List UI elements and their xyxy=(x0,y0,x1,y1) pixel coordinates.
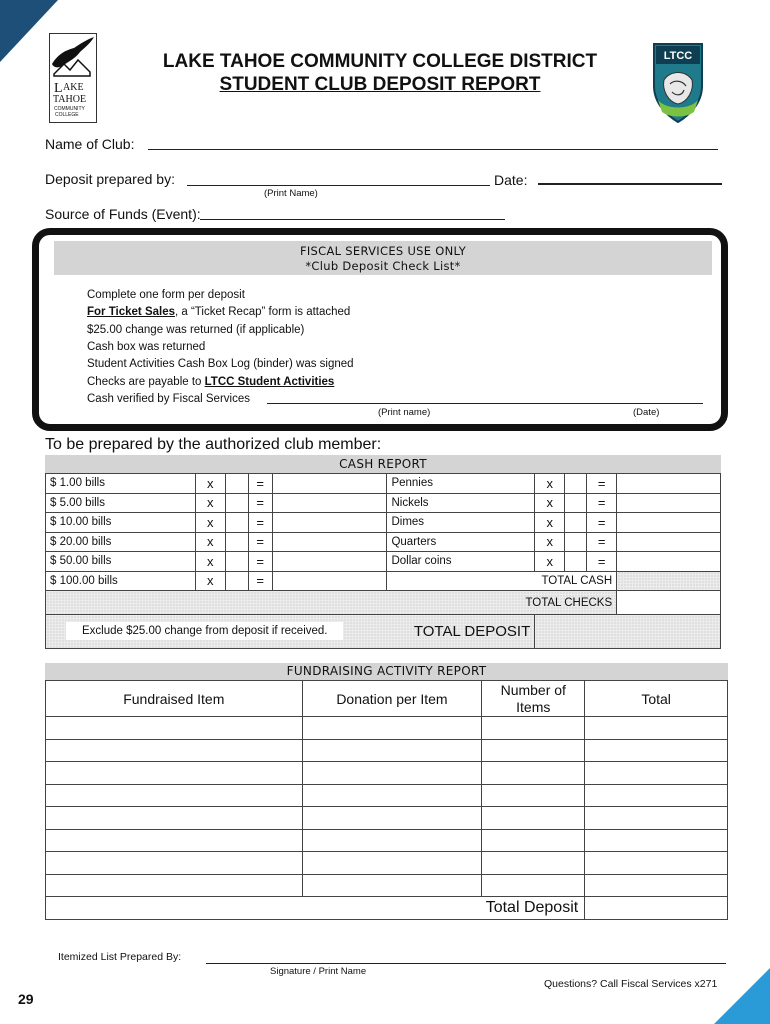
total-cell[interactable] xyxy=(585,807,728,830)
multiply-sign: x xyxy=(535,552,565,572)
table-row xyxy=(46,807,728,830)
item-cell[interactable] xyxy=(46,717,303,740)
checklist-item: Student Activities Cash Box Log (binder) was signed xyxy=(87,358,354,370)
col-total: Total xyxy=(585,681,728,717)
bill-label: $ 10.00 bills xyxy=(46,513,196,533)
bill-label: $ 100.00 bills xyxy=(46,571,196,591)
cash-row xyxy=(46,571,721,591)
svg-text:LTCC: LTCC xyxy=(663,50,693,62)
bill-count-cell[interactable] xyxy=(225,493,248,513)
itemized-signature-field[interactable] xyxy=(206,963,726,964)
date-field[interactable] xyxy=(538,183,722,185)
coin-label: Dollar coins xyxy=(387,552,535,572)
coin-label: Dimes xyxy=(387,513,535,533)
multiply-sign: x xyxy=(195,493,225,513)
bill-count-cell[interactable] xyxy=(225,552,248,572)
donation-cell[interactable] xyxy=(302,739,482,762)
name-of-club-field[interactable] xyxy=(148,149,718,150)
checklist-item-bold: LTCC Student Activities xyxy=(204,376,335,388)
table-row xyxy=(46,739,728,762)
multiply-sign: x xyxy=(535,532,565,552)
item-cell[interactable] xyxy=(46,739,303,762)
itemized-list-label: Itemized List Prepared By: xyxy=(58,951,182,963)
multiply-sign: x xyxy=(195,513,225,533)
equals-sign: = xyxy=(587,552,617,572)
source-of-funds-field[interactable] xyxy=(200,219,505,220)
fundraising-table xyxy=(45,680,728,920)
donation-cell[interactable] xyxy=(302,852,482,875)
total-checks-label: TOTAL CHECKS xyxy=(46,591,617,615)
bill-label: $ 1.00 bills xyxy=(46,474,196,494)
equals-sign: = xyxy=(587,474,617,494)
col-number-line-2: Items xyxy=(516,698,551,715)
date-label: Date: xyxy=(494,172,528,188)
donation-cell[interactable] xyxy=(302,717,482,740)
fundraising-total-deposit-label: Total Deposit xyxy=(46,897,585,920)
total-cell[interactable] xyxy=(585,717,728,740)
signature-caption: Signature / Print Name xyxy=(270,966,367,977)
total-cell[interactable] xyxy=(585,874,728,897)
multiply-sign: x xyxy=(195,552,225,572)
svg-text:AKE: AKE xyxy=(63,82,84,93)
bill-count-cell[interactable] xyxy=(225,571,248,591)
donation-cell[interactable] xyxy=(302,762,482,785)
equals-sign: = xyxy=(248,571,272,591)
multiply-sign: x xyxy=(195,532,225,552)
multiply-sign: x xyxy=(195,571,225,591)
donation-cell[interactable] xyxy=(302,829,482,852)
svg-text:TAHOE: TAHOE xyxy=(53,94,87,105)
bill-amount-cell[interactable] xyxy=(272,532,387,552)
corner-decoration-bottom-right xyxy=(714,968,770,1024)
item-cell[interactable] xyxy=(46,852,303,875)
total-deposit-label: TOTAL DEPOSIT xyxy=(413,623,531,640)
checklist-item-bold: For Ticket Sales xyxy=(87,306,175,318)
print-name-caption: (Print name) xyxy=(378,407,431,418)
bill-label: $ 50.00 bills xyxy=(46,552,196,572)
coin-count-cell[interactable] xyxy=(565,493,587,513)
coin-count-cell[interactable] xyxy=(565,513,587,533)
date-caption: (Date) xyxy=(633,407,660,418)
cash-row xyxy=(46,474,721,494)
svg-text:COLLEGE: COLLEGE xyxy=(55,112,79,118)
deposit-prepared-by-field[interactable] xyxy=(187,185,490,186)
col-donation-per-item: Donation per Item xyxy=(302,681,482,717)
number-cell[interactable] xyxy=(482,852,585,875)
fundraising-header-row xyxy=(46,681,728,717)
cash-row xyxy=(46,493,721,513)
bill-amount-cell[interactable] xyxy=(272,474,387,494)
multiply-sign: x xyxy=(535,513,565,533)
donation-cell[interactable] xyxy=(302,874,482,897)
table-row xyxy=(46,762,728,785)
table-row xyxy=(46,829,728,852)
table-row xyxy=(46,784,728,807)
equals-sign: = xyxy=(248,532,272,552)
item-cell[interactable] xyxy=(46,784,303,807)
cash-row xyxy=(46,513,721,533)
number-cell[interactable] xyxy=(482,762,585,785)
coin-amount-cell[interactable] xyxy=(617,532,721,552)
title-line-1: LAKE TAHOE COMMUNITY COLLEGE DISTRICT xyxy=(162,51,598,72)
checklist-item: Complete one form per deposit xyxy=(87,289,245,301)
number-cell[interactable] xyxy=(482,829,585,852)
col-number-of-items xyxy=(482,681,585,717)
total-cash-label: TOTAL CASH xyxy=(387,571,617,591)
fiscal-heading-line-2: *Club Deposit Check List* xyxy=(305,259,461,273)
questions-note: Questions? Call Fiscal Services x271 xyxy=(544,978,718,990)
checklist-item-text: , a “Ticket Recap” form is attached xyxy=(175,306,351,318)
eagle-mountain-icon xyxy=(50,34,96,122)
bill-amount-cell[interactable] xyxy=(272,552,387,572)
total-checks-row xyxy=(46,591,721,615)
total-cell[interactable] xyxy=(585,784,728,807)
table-row xyxy=(46,852,728,875)
coin-amount-cell[interactable] xyxy=(617,493,721,513)
club-member-section-title: To be prepared by the authorized club member: xyxy=(45,436,382,453)
equals-sign: = xyxy=(248,513,272,533)
fundraising-heading: FUNDRAISING ACTIVITY REPORT xyxy=(45,663,728,680)
svg-text:COMMUNITY: COMMUNITY xyxy=(54,106,85,112)
total-cash-cell[interactable] xyxy=(617,571,721,591)
total-deposit-row xyxy=(46,615,721,649)
coin-label: Pennies xyxy=(387,474,535,494)
equals-sign: = xyxy=(248,474,272,494)
checklist-item xyxy=(87,376,334,388)
cash-report-table xyxy=(45,473,721,649)
number-cell[interactable] xyxy=(482,717,585,740)
checklist-item: Cash box was returned xyxy=(87,341,206,353)
total-cell[interactable] xyxy=(585,829,728,852)
bill-amount-cell[interactable] xyxy=(272,513,387,533)
item-cell[interactable] xyxy=(46,807,303,830)
coin-amount-cell[interactable] xyxy=(617,474,721,494)
total-deposit-cell[interactable] xyxy=(535,615,721,649)
cash-row xyxy=(46,552,721,572)
equals-sign: = xyxy=(248,552,272,572)
donation-cell[interactable] xyxy=(302,807,482,830)
bill-amount-cell[interactable] xyxy=(272,493,387,513)
coin-label: Nickels xyxy=(387,493,535,513)
equals-sign: = xyxy=(587,493,617,513)
page-number: 29 xyxy=(18,991,34,1007)
item-cell[interactable] xyxy=(46,874,303,897)
ltcc-shield-badge xyxy=(650,40,706,124)
number-cell[interactable] xyxy=(482,874,585,897)
fiscal-services-heading xyxy=(54,241,712,275)
cash-row xyxy=(46,532,721,552)
svg-text:L: L xyxy=(54,81,63,96)
title-line-2: STUDENT CLUB DEPOSIT REPORT xyxy=(219,74,541,95)
total-cell[interactable] xyxy=(585,762,728,785)
total-checks-cell[interactable] xyxy=(617,591,721,615)
bill-label: $ 5.00 bills xyxy=(46,493,196,513)
number-cell[interactable] xyxy=(482,807,585,830)
col-number-line-1: Number of xyxy=(500,681,566,698)
coin-amount-cell[interactable] xyxy=(617,513,721,533)
equals-sign: = xyxy=(248,493,272,513)
checklist-item: Cash verified by Fiscal Services xyxy=(87,393,250,405)
fundraising-total-deposit-cell[interactable] xyxy=(585,897,728,920)
deposit-prepared-by-label: Deposit prepared by: xyxy=(45,171,175,187)
name-of-club-label: Name of Club: xyxy=(45,136,135,152)
print-name-caption: (Print Name) xyxy=(264,188,318,199)
equals-sign: = xyxy=(587,532,617,552)
item-cell[interactable] xyxy=(46,829,303,852)
checklist-item-text: Checks are payable to xyxy=(87,376,205,388)
shield-icon xyxy=(650,40,706,124)
college-logo xyxy=(49,33,97,123)
fundraising-total-row xyxy=(46,897,728,920)
form-title xyxy=(140,50,620,96)
bill-count-cell[interactable] xyxy=(225,532,248,552)
coin-count-cell[interactable] xyxy=(565,474,587,494)
cash-report-heading: CASH REPORT xyxy=(45,455,721,473)
total-cell[interactable] xyxy=(585,739,728,762)
bill-count-cell[interactable] xyxy=(225,513,248,533)
number-cell[interactable] xyxy=(482,739,585,762)
table-row xyxy=(46,874,728,897)
exclude-change-note: Exclude $25.00 change from deposit if received. xyxy=(66,622,343,640)
coin-amount-cell[interactable] xyxy=(617,552,721,572)
table-row xyxy=(46,717,728,740)
cash-verified-field[interactable] xyxy=(267,403,703,404)
multiply-sign: x xyxy=(535,474,565,494)
number-cell[interactable] xyxy=(482,784,585,807)
bill-amount-cell[interactable] xyxy=(272,571,387,591)
checklist-item: $25.00 change was returned (if applicable) xyxy=(87,324,305,336)
total-deposit-label-cell xyxy=(46,615,535,649)
coin-count-cell[interactable] xyxy=(565,532,587,552)
fiscal-services-box xyxy=(32,228,728,431)
coin-count-cell[interactable] xyxy=(565,552,587,572)
coin-label: Quarters xyxy=(387,532,535,552)
equals-sign: = xyxy=(587,513,617,533)
total-cell[interactable] xyxy=(585,852,728,875)
checklist-item xyxy=(87,306,350,318)
donation-cell[interactable] xyxy=(302,784,482,807)
multiply-sign: x xyxy=(535,493,565,513)
source-of-funds-label: Source of Funds (Event): xyxy=(45,206,201,222)
fiscal-heading-line-1: FISCAL SERVICES USE ONLY xyxy=(299,244,467,258)
bill-count-cell[interactable] xyxy=(225,474,248,494)
item-cell[interactable] xyxy=(46,762,303,785)
col-fundraised-item: Fundraised Item xyxy=(46,681,303,717)
bill-label: $ 20.00 bills xyxy=(46,532,196,552)
multiply-sign: x xyxy=(195,474,225,494)
